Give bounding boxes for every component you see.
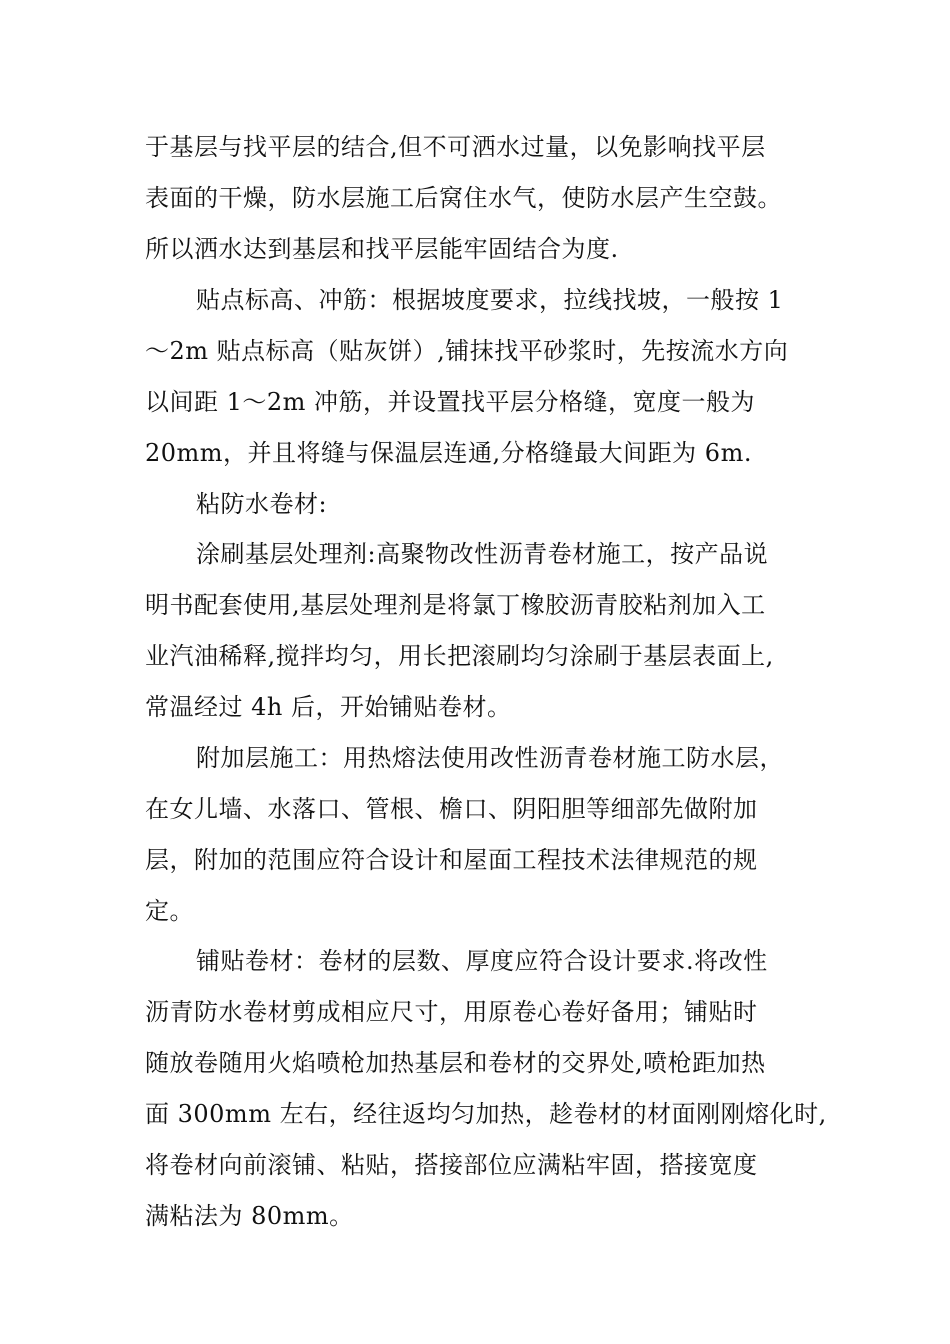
text-line: 所以洒水达到基层和找平层能牢固结合为度. [145,235,619,263]
text-line: ～2m 贴点标高（贴灰饼）,铺抹找平砂浆时，先按流水方向 [145,337,789,365]
text-line: 明书配套使用,基层处理剂是将氯丁橡胶沥青胶粘剂加入工 [145,591,766,619]
text-line: 常温经过 4h 后，开始铺贴卷材。 [145,693,512,721]
text-line: 在女儿墙、水落口、管根、檐口、阴阳胆等细部先做附加 [145,795,758,823]
text-line: 20mm，并且将缝与保温层连通,分格缝最大间距为 6m. [145,439,752,467]
text-line: 以间距 1～2m 冲筋，并设置找平层分格缝，宽度一般为 [145,388,756,416]
text-line: 表面的干燥，防水层施工后窝住水气，使防水层产生空鼓。 [145,184,782,212]
text-line: 面 300mm 左右，经往返均匀加热，趁卷材的材面刚刚熔化时, [145,1100,827,1128]
paragraph-start-line: 贴点标高、冲筋：根据坡度要求，拉线找坡，一般按 1 [196,286,784,314]
paragraph-start-line: 涂刷基层处理剂:高聚物改性沥青卷材施工，按产品说 [196,540,769,568]
section-heading: 粘防水卷材: [196,490,328,518]
text-line: 于基层与找平层的结合,但不可洒水过量，以免影响找平层 [145,133,766,161]
text-line: 随放卷随用火焰喷枪加热基层和卷材的交界处,喷枪距加热 [145,1049,766,1077]
paragraph-start-line: 铺贴卷材：卷材的层数、厚度应符合设计要求.将改性 [196,947,768,975]
text-line: 定。 [145,897,194,925]
text-line: 沥青防水卷材剪成相应尺寸，用原卷心卷好备用；铺贴时 [145,998,758,1026]
text-line: 业汽油稀释,搅拌均匀，用长把滚刷均匀涂刷于基层表面上, [145,642,774,670]
text-line: 层，附加的范围应符合设计和屋面工程技术法律规范的规 [145,846,758,874]
text-line: 将卷材向前滚铺、粘贴，搭接部位应满粘牢固，搭接宽度 [145,1151,758,1179]
paragraph-start-line: 附加层施工：用热熔法使用改性沥青卷材施工防水层， [196,744,784,772]
text-line: 满粘法为 80mm。 [145,1202,354,1230]
